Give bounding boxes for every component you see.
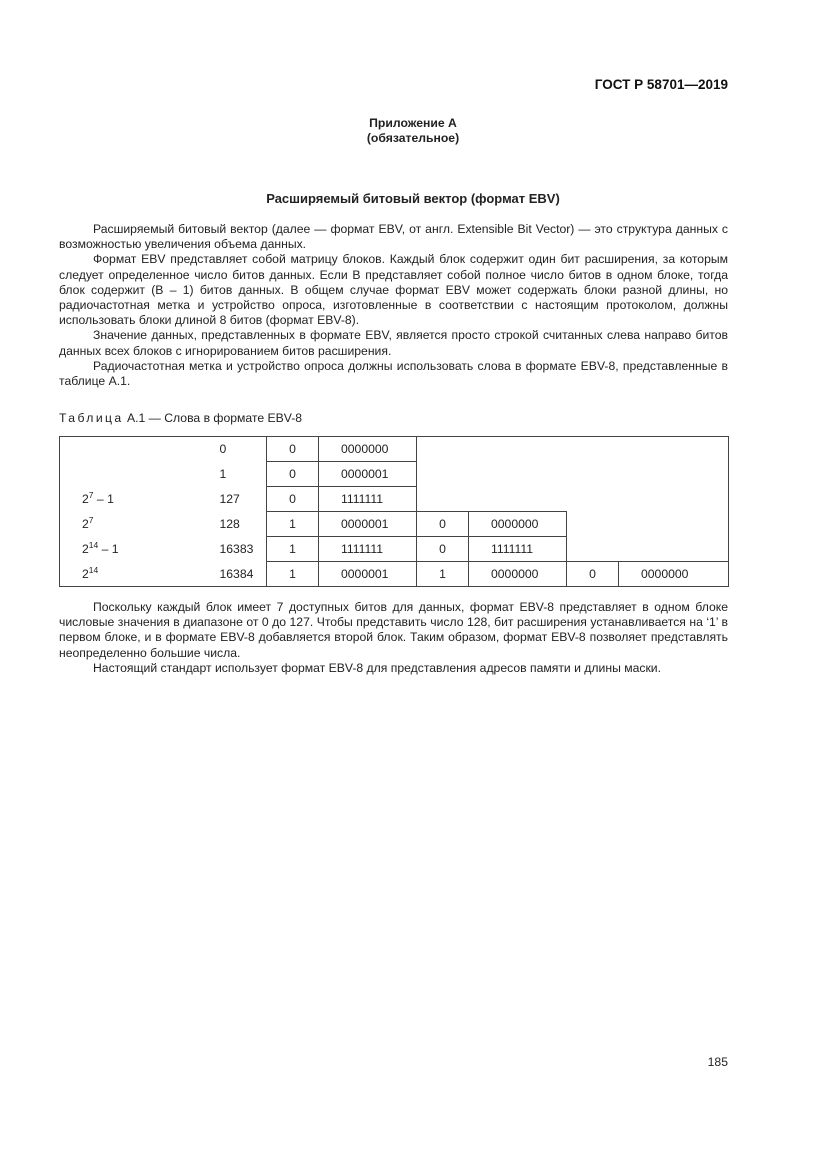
paragraph: Расширяемый битовый вектор (далее — формат EBV, от англ. Extensible Bit Vector) — это структура данных с возможностью увеличения объема данных. (59, 222, 728, 252)
empty-cell (567, 512, 619, 537)
expression-cell (60, 512, 206, 537)
empty-cell (567, 437, 619, 462)
data-bits-cell: 0000001 (319, 512, 417, 537)
expression-cell (60, 487, 206, 512)
extension-bit-cell: 0 (267, 487, 319, 512)
expression-suffix: – 1 (98, 542, 119, 556)
paragraph: Поскольку каждый блок имеет 7 доступных битов для данных, формат EBV-8 представляет в одном блоке числовые значения в диапазоне от 0 до 127. Чтобы представить число 128, бит расширения устанавливается на ‘1’ в первом блоке, и в формате EBV-8 добавляется второй блок. Таким образом, формат EBV-8 позволяет представлять неопределенно большие числа. (59, 600, 728, 660)
extension-bit-cell: 1 (267, 512, 319, 537)
expression-exponent: 14 (88, 540, 99, 550)
annex-title: Приложение А (369, 116, 457, 130)
expression-exponent: 14 (88, 564, 99, 575)
empty-cell (619, 437, 729, 462)
expression-suffix: – 1 (93, 492, 114, 506)
data-bits-cell: 1111111 (469, 537, 567, 562)
value-cell: 16384 (206, 562, 267, 587)
ebv-words-table (59, 436, 729, 587)
data-bits-cell: 1111111 (319, 487, 417, 512)
paragraph: Значение данных, представленных в формате EBV, является просто строкой считанных слева направо битов данных всех блоков с игнорированием битов расширения. (59, 328, 728, 358)
paragraph: Формат EBV представляет собой матрицу блоков. Каждый блок содержит один бит расширения, за которым следует определенное число битов данных. Если В представляет собой полное число битов в одном блоке, тогда блок содержит (В – 1) битов данных. В общем случае формат EBV может содержать блоки разной длины, но радиочастотная метка и устройство опроса, изготовленные в соответствии с настоящим протоколом, должны использовать блоки длиной 8 битов (формат EBV-8). (59, 252, 728, 328)
empty-cell (469, 462, 567, 487)
data-bits-cell: 0000001 (319, 562, 417, 587)
value-cell: 0 (206, 437, 267, 462)
extension-bit-cell: 1 (267, 537, 319, 562)
expression-base: 2 (82, 542, 89, 556)
empty-cell (469, 487, 567, 512)
extension-bit-cell: 1 (417, 562, 469, 587)
value-cell: 16383 (219, 542, 254, 556)
paragraph: Радиочастотная метка и устройство опроса должны использовать слова в формате EBV-8, представленные в таблице А.1. (59, 358, 728, 389)
expression-base: 2 (82, 517, 89, 531)
table-row (60, 487, 729, 512)
empty-cell (469, 437, 567, 462)
empty-cell (417, 487, 469, 512)
extension-bit-cell: 0 (267, 437, 319, 462)
standard-id: ГОСТ Р 58701—2019 (594, 77, 728, 92)
empty-cell (567, 462, 619, 487)
after-text (59, 600, 728, 676)
empty-cell (619, 537, 729, 562)
data-bits-cell: 0000000 (619, 562, 729, 587)
extension-bit-cell: 1 (267, 562, 319, 587)
extension-bit-cell: 0 (417, 512, 469, 537)
value-cell: 1 (219, 467, 227, 481)
empty-cell (567, 487, 619, 512)
annex-heading (0, 116, 826, 146)
page-number: 185 (707, 1055, 728, 1069)
annex-status: (обязательное) (366, 131, 460, 145)
expression-base: 2 (82, 566, 89, 581)
data-bits-cell: 0000000 (469, 512, 567, 537)
value-cell: 128 (219, 517, 240, 531)
table-row (60, 462, 729, 487)
empty-cell (417, 437, 469, 462)
expression-cell (60, 437, 206, 462)
expression-cell (60, 562, 206, 587)
extension-bit-cell: 0 (267, 462, 319, 487)
expression-exponent: 7 (88, 515, 94, 525)
expression-cell (60, 462, 206, 487)
data-bits-cell: 1111111 (319, 537, 417, 562)
table-row (60, 537, 729, 562)
empty-cell (619, 512, 729, 537)
table-caption-label: Таблица (59, 411, 124, 425)
paragraph: Настоящий стандарт использует формат EBV-8 для представления адресов памяти и длины маски. (93, 660, 661, 675)
table-row (60, 562, 729, 587)
extension-bit-cell: 0 (567, 562, 619, 587)
body-text (59, 222, 728, 389)
extension-bit-cell: 0 (417, 537, 469, 562)
table-caption (59, 411, 302, 425)
table-caption-text: А.1 — Слова в формате EBV-8 (126, 411, 303, 425)
empty-cell (417, 462, 469, 487)
expression-base: 2 (82, 492, 89, 506)
empty-cell (619, 487, 729, 512)
value-cell: 127 (219, 492, 240, 506)
empty-cell (619, 462, 729, 487)
data-bits-cell: 0000000 (469, 562, 567, 587)
expression-exponent: 7 (88, 490, 94, 500)
empty-cell (567, 537, 619, 562)
data-bits-cell: 0000001 (319, 462, 417, 487)
table-row (60, 512, 729, 537)
table-row (60, 437, 729, 462)
expression-cell (60, 537, 206, 562)
data-bits-cell: 0000000 (319, 437, 417, 462)
section-title: Расширяемый битовый вектор (формат EBV) (266, 191, 560, 206)
